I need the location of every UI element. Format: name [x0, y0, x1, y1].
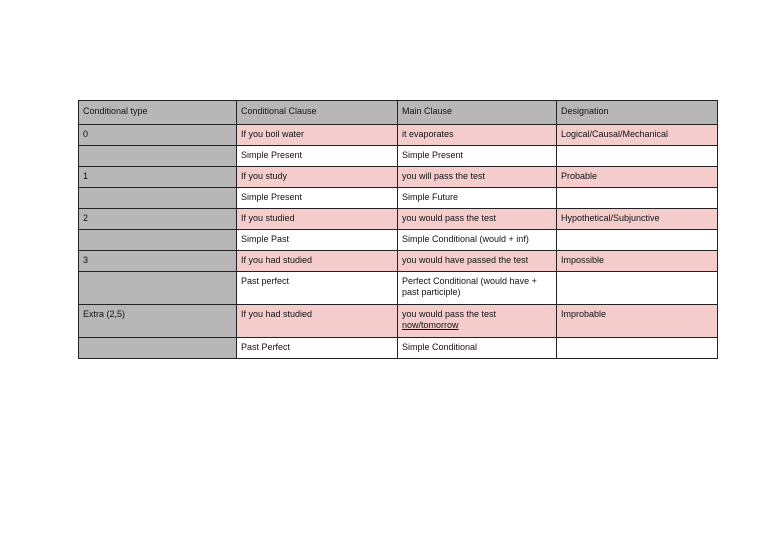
conditional-clause-cell: Past Perfect — [237, 338, 398, 359]
main-clause-cell: you would have passed the test — [398, 251, 557, 272]
table-row — [79, 146, 718, 167]
conditional-clause-cell: If you study — [237, 167, 398, 188]
designation-cell: Probable — [557, 167, 718, 188]
main-clause-cell — [398, 305, 557, 338]
table-row — [79, 188, 718, 209]
designation-cell — [557, 272, 718, 305]
designation-cell: Improbable — [557, 305, 718, 338]
table-row — [79, 251, 718, 272]
type-cell: 2 — [79, 209, 237, 230]
conditional-clause-cell: If you boil water — [237, 125, 398, 146]
header-designation: Designation — [557, 101, 718, 125]
main-clause-cell: Simple Future — [398, 188, 557, 209]
main-clause-cell: Simple Conditional — [398, 338, 557, 359]
conditional-clause-cell: Simple Past — [237, 230, 398, 251]
conditional-clause-cell: Past perfect — [237, 272, 398, 305]
type-cell — [79, 188, 237, 209]
header-conditional-clause: Conditional Clause — [237, 101, 398, 125]
conditionals-table — [78, 100, 718, 359]
designation-cell — [557, 188, 718, 209]
main-clause-underlined-text: now/tomorrow — [402, 320, 459, 330]
main-clause-cell: Simple Conditional (would + inf) — [398, 230, 557, 251]
type-cell: 1 — [79, 167, 237, 188]
table-header-row — [79, 101, 718, 125]
designation-cell: Impossible — [557, 251, 718, 272]
table-row — [79, 338, 718, 359]
table-row — [79, 272, 718, 305]
type-cell: 0 — [79, 125, 237, 146]
main-clause-text: you would pass the test — [402, 309, 497, 319]
type-cell — [79, 338, 237, 359]
conditional-clause-cell: Simple Present — [237, 188, 398, 209]
table-row — [79, 125, 718, 146]
conditional-clause-cell: If you had studied — [237, 251, 398, 272]
type-cell — [79, 272, 237, 305]
main-clause-cell: you would pass the test — [398, 209, 557, 230]
conditional-clause-cell: Simple Present — [237, 146, 398, 167]
table-row — [79, 305, 718, 338]
table-row — [79, 167, 718, 188]
designation-cell — [557, 230, 718, 251]
designation-cell — [557, 146, 718, 167]
designation-cell — [557, 338, 718, 359]
conditional-clause-cell: If you had studied — [237, 305, 398, 338]
header-conditional-type: Conditional type — [79, 101, 237, 125]
table-row — [79, 230, 718, 251]
main-clause-cell: Simple Present — [398, 146, 557, 167]
type-cell — [79, 146, 237, 167]
type-cell — [79, 230, 237, 251]
main-clause-cell: you will pass the test — [398, 167, 557, 188]
table-row — [79, 209, 718, 230]
type-cell: 3 — [79, 251, 237, 272]
conditional-clause-cell: If you studied — [237, 209, 398, 230]
main-clause-cell: Perfect Conditional (would have + past participle) — [398, 272, 557, 305]
type-cell: Extra (2,5) — [79, 305, 237, 338]
designation-cell: Hypothetical/Subjunctive — [557, 209, 718, 230]
main-clause-cell: it evaporates — [398, 125, 557, 146]
header-main-clause: Main Clause — [398, 101, 557, 125]
designation-cell: Logical/Causal/Mechanical — [557, 125, 718, 146]
